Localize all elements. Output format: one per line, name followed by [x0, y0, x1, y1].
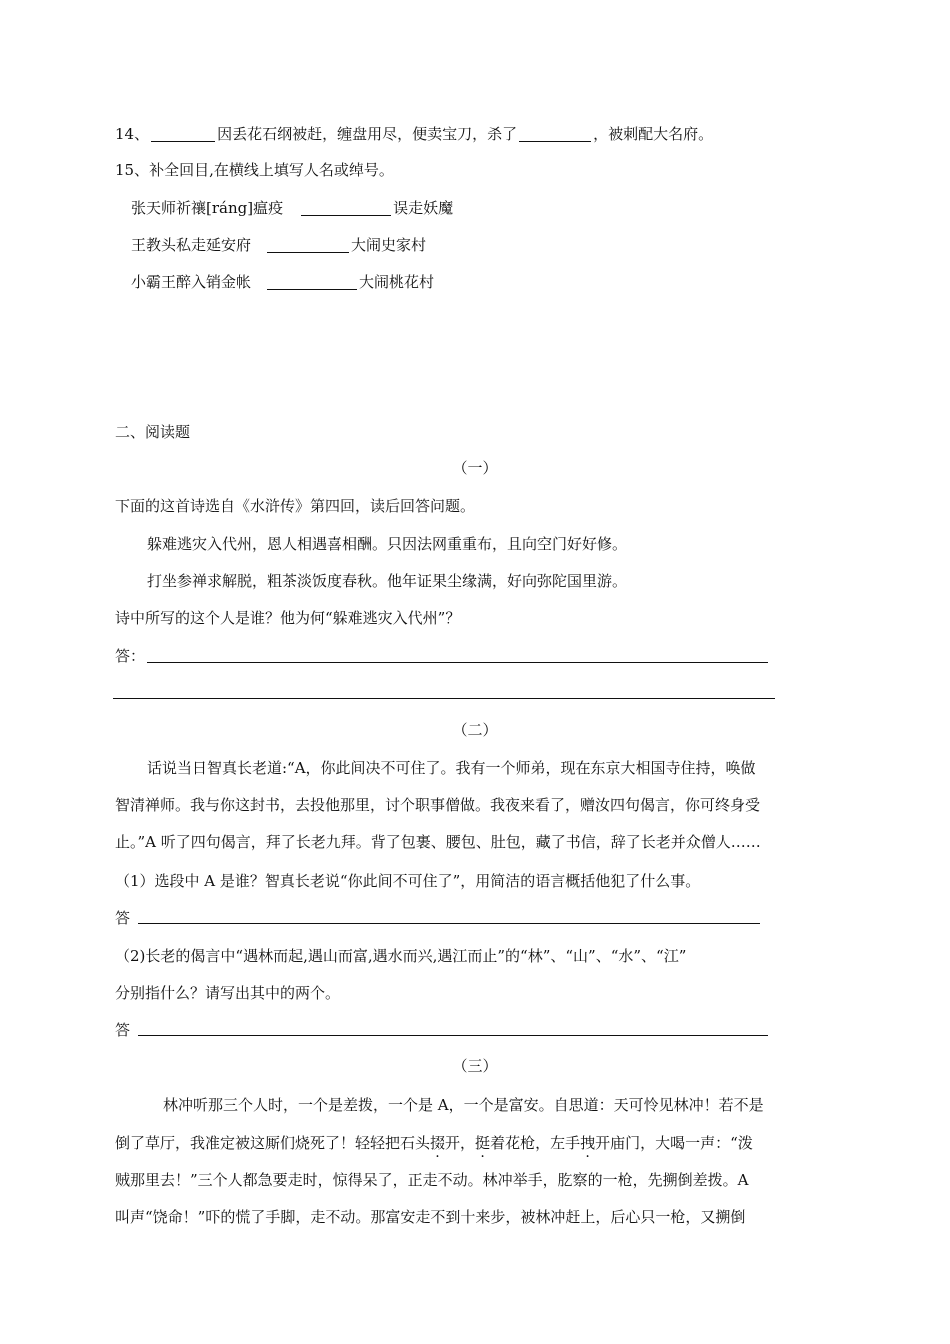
chapter-row: [131, 235, 426, 255]
chapter-right: 误走妖魔: [393, 199, 454, 217]
chapter-right: 大闹桃花村: [359, 273, 435, 291]
passage-line: 话说当日智真长老道:“A，你此间决不可住了。我有一个师弟，现在东京大相国寺住持，唤做: [147, 759, 756, 777]
answer-line[interactable]: [138, 1035, 768, 1036]
chapter-right: 大闹史家村: [351, 236, 427, 254]
answer-blank[interactable]: [151, 126, 215, 142]
passage-line: 叫声“饶命！”吓的慌了手脚，走不动。那富安走不到十来步，被林冲赶上，后心只一枪，又搠倒: [115, 1208, 746, 1226]
question-text: 因丢花石纲被赶，缠盘用尽，便卖宝刀，杀了: [217, 125, 518, 143]
chapter-left: 王教头私走延安府: [131, 236, 252, 254]
answer-blank[interactable]: [519, 126, 591, 142]
question-text: 分别指什么？请写出其中的两个。: [115, 984, 341, 1002]
passage-line: 止。”A 听了四句偈言，拜了长老九拜。背了包裹、腰包、肚包，藏了书信，辞了长老并众僧人……: [115, 833, 761, 851]
chapter-row: [131, 272, 434, 292]
question-text: （2)长老的偈言中“遇林而起,遇山而富,遇水而兴,遇江而止”的“林”、“山”、“水”、“江”: [115, 947, 687, 965]
answer-line[interactable]: [147, 662, 768, 663]
poem-line: 打坐参禅求解脱，粗茶淡饭度春秋。他年证果尘缘满，好向弥陀国里游。: [147, 572, 628, 590]
question-text: 诗中所写的这个人是谁？他为何“躲难逃灾入代州”？: [115, 609, 461, 627]
passage-text: 着花枪，左手: [490, 1134, 581, 1152]
chapter-left: 小霸王醉入销金帐: [131, 273, 252, 291]
emphasis-char: 挺: [475, 1134, 491, 1152]
answer-line[interactable]: [113, 698, 775, 699]
passage-text: 开，: [445, 1134, 476, 1152]
emphasis-char: 拽: [580, 1134, 596, 1152]
answer-label: 答: [115, 1021, 131, 1039]
section-title: 二、阅读题: [115, 423, 191, 441]
answer-blank[interactable]: [267, 237, 349, 253]
poem-line: 躲难逃灾入代州，恩人相遇喜相酬。只因法网重重布，且向空门好好修。: [147, 535, 628, 553]
passage-line: 贼那里去！”三个人都急要走时，惊得呆了，正走不动。林冲举手，肐察的一枪，先搠倒差拨。A: [115, 1171, 749, 1189]
passage-line: [115, 1133, 753, 1153]
part-heading: （一）: [452, 459, 498, 477]
answer-line[interactable]: [138, 923, 760, 924]
question-text: （1）选段中 A 是谁？智真长老说“你此间不可住了”，用简洁的语言概括他犯了什么事。: [115, 872, 701, 890]
answer-label: 答：: [115, 647, 146, 665]
chapter-row: [131, 198, 453, 218]
passage-text: 开庙门，大喝一声：“泼: [595, 1134, 753, 1152]
passage-line: 智清禅师。我与你这封书，去投他那里，讨个职事僧做。我夜来看了，赠汝四句偈言，你可终身受: [115, 796, 761, 814]
answer-label: 答: [115, 909, 131, 927]
passage-line: 林冲听那三个人时，一个是差拨，一个是 A，一个是富安。自思道：天可怜见林冲！若不是: [163, 1096, 764, 1114]
answer-blank[interactable]: [301, 200, 391, 216]
question-text: ，被刺配大名府。: [593, 125, 714, 143]
question-15-title: 15、补全回目,在横线上填写人名或绰号。: [115, 161, 394, 179]
emphasis-char: 掇: [430, 1134, 446, 1152]
part-intro: 下面的这首诗选自《水浒传》第四回，读后回答问题。: [115, 497, 476, 515]
question-number: 14、: [115, 125, 150, 143]
passage-text: 倒了草厅，我准定被这厮们烧死了！轻轻把石头: [115, 1134, 431, 1152]
question-14: [115, 124, 713, 144]
part-heading: （二）: [452, 721, 498, 739]
chapter-left: 张天师祈禳[ráng]瘟疫: [131, 199, 284, 217]
part-heading: （三）: [452, 1057, 498, 1075]
answer-blank[interactable]: [267, 274, 357, 290]
